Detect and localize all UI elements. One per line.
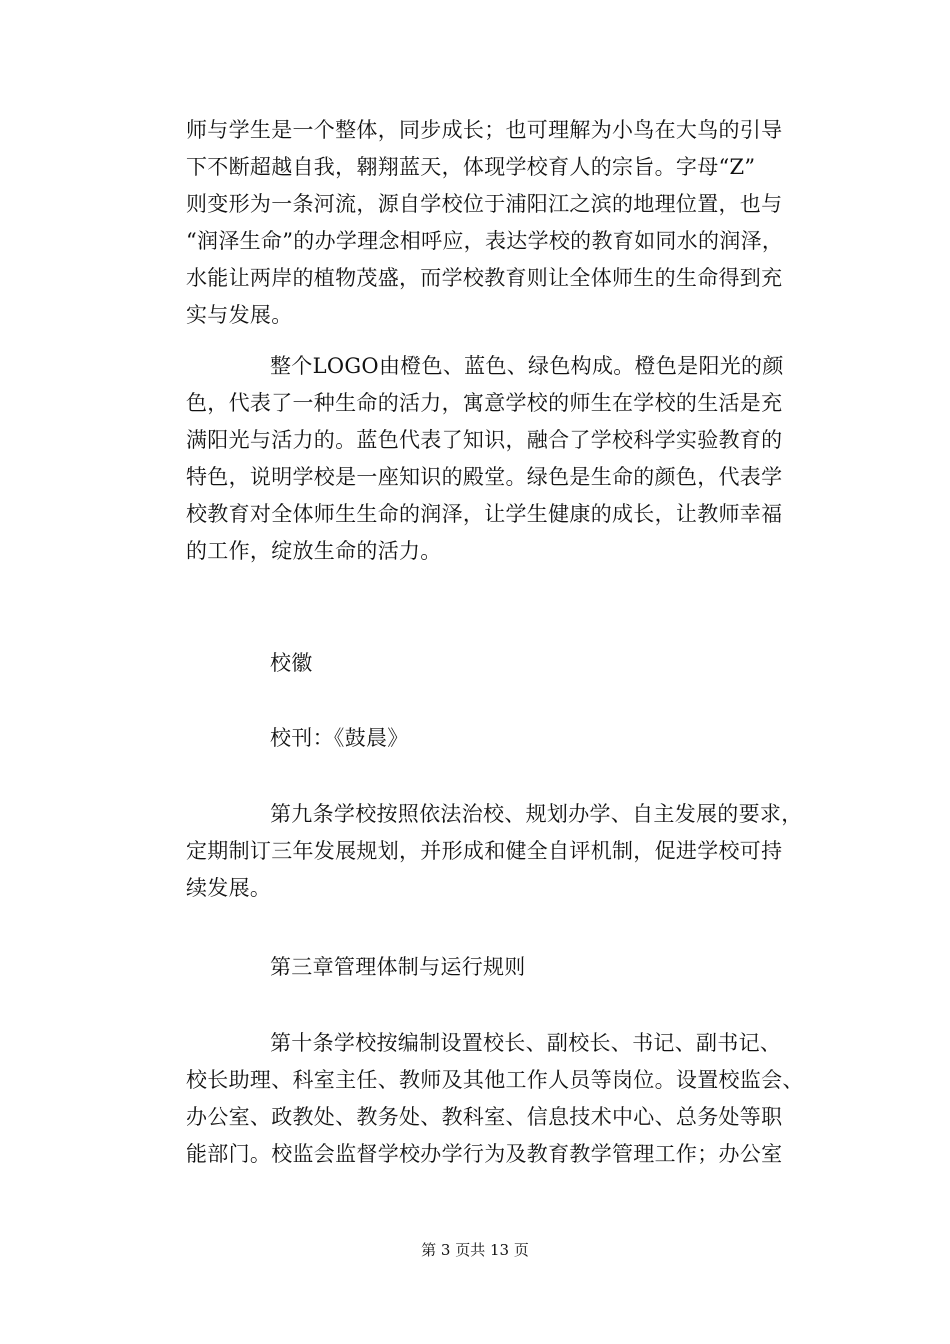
- text-line: 实与发展。: [186, 303, 293, 327]
- paragraph-article-10: [186, 1025, 816, 1173]
- text-line: 定期制订三年发展规划，并形成和健全自评机制，促进学校可持: [186, 839, 783, 863]
- chapter-heading: [186, 949, 816, 986]
- text-line: 第十条学校按编制设置校长、副校长、书记、副书记、: [270, 1031, 782, 1055]
- text-line: 能部门。校监会监督学校办学行为及教育教学管理工作；办公室: [186, 1142, 783, 1166]
- text-line: 师与学生是一个整体，同步成长；也可理解为小鸟在大鸟的引导: [186, 118, 783, 142]
- paragraph-logo-meaning: [186, 112, 816, 334]
- text-line: 校教育对全体师生生命的润泽，让学生健康的成长，让教师幸福: [186, 502, 783, 526]
- paragraph-school-journal: [186, 720, 816, 757]
- paragraph-logo-colors: [186, 348, 816, 570]
- text-line: 第三章管理体制与运行规则: [270, 955, 526, 979]
- text-line: 的工作，绽放生命的活力。: [186, 539, 442, 563]
- text-line: 续发展。: [186, 876, 272, 900]
- text-line: “润泽生命”的办学理念相呼应，表达学校的教育如同水的润泽，: [186, 229, 784, 253]
- text-line: 整个LOGO由橙色、蓝色、绿色构成。橙色是阳光的颜: [270, 354, 784, 378]
- text-line: 满阳光与活力的。蓝色代表了知识，融合了学校科学实验教育的: [186, 428, 783, 452]
- text-line: 校徽: [270, 651, 313, 675]
- text-line: 办公室、政教处、教务处、教科室、信息技术中心、总务处等职: [186, 1105, 783, 1129]
- text-line: 校刊：《鼓晨》: [270, 726, 409, 750]
- page-number-footer: 第 3 页共 13 页: [421, 1241, 529, 1259]
- paragraph-school-badge: [186, 645, 816, 682]
- text-line: 色，代表了一种生命的活力，寓意学校的师生在学校的生活是充: [186, 391, 783, 415]
- text-line: 校长助理、科室主任、教师及其他工作人员等岗位。设置校监会、: [186, 1068, 804, 1092]
- text-line: 特色，说明学校是一座知识的殿堂。绿色是生命的颜色，代表学: [186, 465, 783, 489]
- text-line: 则变形为一条河流，源自学校位于浦阳江之滨的地理位置，也与: [186, 192, 783, 216]
- text-line: 水能让两岸的植物茂盛，而学校教育则让全体师生的生命得到充: [186, 266, 783, 290]
- text-line: 下不断超越自我，翱翔蓝天，体现学校育人的宗旨。字母“Z”: [186, 155, 756, 179]
- paragraph-article-9: [186, 796, 816, 907]
- text-line: 第九条学校按照依法治校、规划办学、自主发展的要求，: [270, 802, 803, 826]
